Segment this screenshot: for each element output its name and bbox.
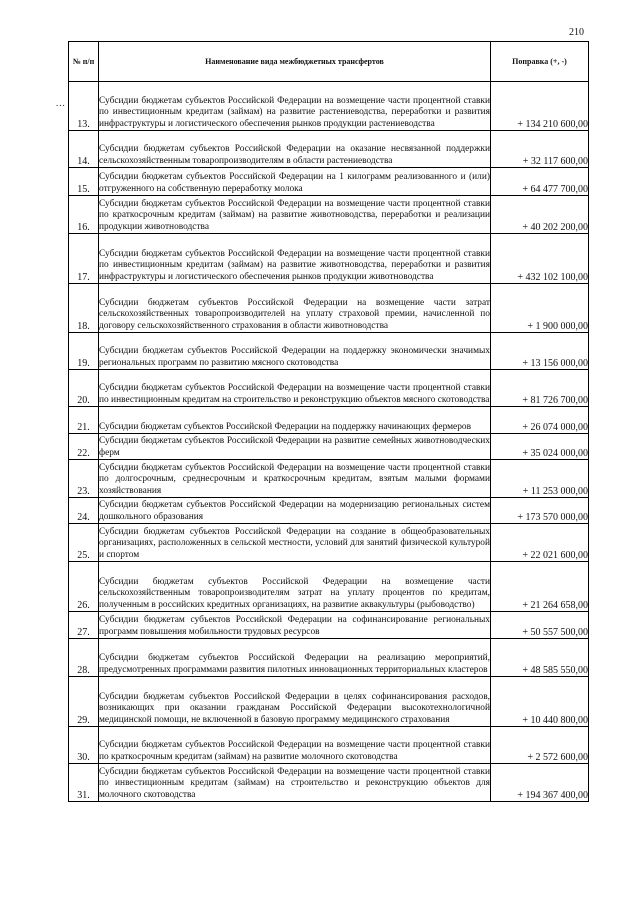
row-number: 14. bbox=[69, 131, 99, 168]
amendment-amount: + 35 024 000,00 bbox=[491, 434, 589, 460]
table-row bbox=[69, 434, 589, 460]
table-row bbox=[69, 764, 589, 802]
row-number: 24. bbox=[69, 498, 99, 524]
transfer-name: Субсидии бюджетам субъектов Российской Федерации на возмещение части процентной ставки по инвестиционным кредитам (займам) на строительство и реконструкцию объектов для молочного скотоводства bbox=[99, 764, 491, 802]
amendment-amount: + 13 156 000,00 bbox=[491, 333, 589, 370]
amendment-amount: + 64 477 700,00 bbox=[491, 168, 589, 196]
table-row bbox=[69, 562, 589, 612]
table-row bbox=[69, 131, 589, 168]
transfer-name: Субсидии бюджетам субъектов Российской Федерации на 1 килограмм реализованного и (или) отгруженного на собственную переработку молока bbox=[99, 168, 491, 196]
table-row bbox=[69, 498, 589, 524]
transfer-name: Субсидии бюджетам субъектов Российской Федерации в целях софинансирования расходов, возникающих при оказании гражданам Российской Федерации высокотехнологичной медицинской помощи, не включенной в базовую программу медицинского страхования bbox=[99, 677, 491, 727]
table-header-row bbox=[69, 42, 589, 82]
amendment-amount: + 48 585 550,00 bbox=[491, 639, 589, 677]
table-row bbox=[69, 460, 589, 498]
table-row bbox=[69, 727, 589, 764]
table-row bbox=[69, 370, 589, 407]
table-row bbox=[69, 234, 589, 284]
row-number: 18. bbox=[69, 284, 99, 333]
amendment-amount: + 134 210 600,00 bbox=[491, 82, 589, 131]
row-number: 19. bbox=[69, 333, 99, 370]
amendment-amount: + 2 572 600,00 bbox=[491, 727, 589, 764]
amendment-amount: + 10 440 800,00 bbox=[491, 677, 589, 727]
table-row bbox=[69, 196, 589, 234]
row-number: 31. bbox=[69, 764, 99, 802]
row-number: 26. bbox=[69, 562, 99, 612]
row-number: 25. bbox=[69, 524, 99, 562]
transfer-name: Субсидии бюджетам субъектов Российской Федерации на поддержку начинающих фермеров bbox=[99, 407, 491, 434]
table-row bbox=[69, 677, 589, 727]
transfer-name: Субсидии бюджетам субъектов Российской Федерации на возмещение части затрат сельскохозяйственных товаропроизводителей на уплату страховой премии, начисленной по договору сельскохозяйственного страхования в области животноводства bbox=[99, 284, 491, 333]
amendment-amount: + 40 202 200,00 bbox=[491, 196, 589, 234]
amendment-amount: + 173 570 000,00 bbox=[491, 498, 589, 524]
table-row bbox=[69, 82, 589, 131]
row-number: 21. bbox=[69, 407, 99, 434]
header-num: № п/п bbox=[69, 42, 99, 82]
header-name: Наименование вида межбюджетных трансфертов bbox=[99, 42, 491, 82]
transfer-name: Субсидии бюджетам субъектов Российской Федерации на возмещение части процентной ставки по инвестиционным кредитам (займам) на развитие растениеводства, переработки и развития инфраструктуры и логистического обеспечения рынков продукции растениеводства bbox=[99, 82, 491, 131]
table-row bbox=[69, 333, 589, 370]
transfer-name: Субсидии бюджетам субъектов Российской Федерации на модернизацию региональных систем дошкольного образования bbox=[99, 498, 491, 524]
row-number: 15. bbox=[69, 168, 99, 196]
transfer-name: Субсидии бюджетам субъектов Российской Федерации на оказание несвязанной поддержки сельскохозяйственным товаропроизводителям в области растениеводства bbox=[99, 131, 491, 168]
table-row bbox=[69, 612, 589, 639]
row-number: 20. bbox=[69, 370, 99, 407]
page-number: 210 bbox=[569, 27, 584, 38]
transfers-table bbox=[68, 41, 589, 802]
transfer-name: Субсидии бюджетам субъектов Российской Федерации на реализацию мероприятий, предусмотренных программами развития пилотных инновационных территориальных кластеров bbox=[99, 639, 491, 677]
row-number: 23. bbox=[69, 460, 99, 498]
transfer-name: Субсидии бюджетам субъектов Российской Федерации на возмещение части сельскохозяйственным товаропроизводителям затрат на уплату процентов по кредитам, полученным в российских кредитных организациях, на развитие аквакультуры (рыбоводство) bbox=[99, 562, 491, 612]
row-number: 16. bbox=[69, 196, 99, 234]
table-row bbox=[69, 407, 589, 434]
amendment-amount: + 432 102 100,00 bbox=[491, 234, 589, 284]
table-row bbox=[69, 168, 589, 196]
scan-mark: ... bbox=[56, 98, 66, 108]
row-number: 27. bbox=[69, 612, 99, 639]
row-number: 30. bbox=[69, 727, 99, 764]
amendment-amount: + 11 253 000,00 bbox=[491, 460, 589, 498]
amendment-amount: + 81 726 700,00 bbox=[491, 370, 589, 407]
row-number: 13. bbox=[69, 82, 99, 131]
transfer-name: Субсидии бюджетам субъектов Российской Федерации на создание в общеобразовательных организациях, расположенных в сельской местности, условий для занятий физической культурой и спортом bbox=[99, 524, 491, 562]
table-row bbox=[69, 284, 589, 333]
amendment-amount: + 21 264 658,00 bbox=[491, 562, 589, 612]
amendment-amount: + 26 074 000,00 bbox=[491, 407, 589, 434]
table-row bbox=[69, 639, 589, 677]
transfer-name: Субсидии бюджетам субъектов Российской Федерации на поддержку экономически значимых региональных программ по развитию мясного скотоводства bbox=[99, 333, 491, 370]
row-number: 29. bbox=[69, 677, 99, 727]
transfer-name: Субсидии бюджетам субъектов Российской Федерации на возмещение части процентной ставки по долгосрочным, среднесрочным и краткосрочным кредитам, взятым малыми формами хозяйствования bbox=[99, 460, 491, 498]
row-number: 28. bbox=[69, 639, 99, 677]
transfer-name: Субсидии бюджетам субъектов Российской Федерации на возмещение части процентной ставки по инвестиционным кредитам (займам) на развитие животноводства, переработки и развития инфраструктуры и логистического обеспечения рынков продукции животноводства bbox=[99, 234, 491, 284]
transfer-name: Субсидии бюджетам субъектов Российской Федерации на возмещение части процентной ставки по инвестиционным кредитам на строительство и реконструкцию объектов мясного скотоводства bbox=[99, 370, 491, 407]
table-row bbox=[69, 524, 589, 562]
row-number: 22. bbox=[69, 434, 99, 460]
amendment-amount: + 22 021 600,00 bbox=[491, 524, 589, 562]
row-number: 17. bbox=[69, 234, 99, 284]
transfer-name: Субсидии бюджетам субъектов Российской Федерации на софинансирование региональных программ повышения мобильности трудовых ресурсов bbox=[99, 612, 491, 639]
transfer-name: Субсидии бюджетам субъектов Российской Федерации на возмещение части процентной ставки по краткосрочным кредитам (займам) на развитие молочного скотоводства bbox=[99, 727, 491, 764]
transfer-name: Субсидии бюджетам субъектов Российской Федерации на возмещение части процентной ставки по краткосрочным кредитам (займам) на развитие животноводства, переработки и реализации продукции животноводства bbox=[99, 196, 491, 234]
amendment-amount: + 32 117 600,00 bbox=[491, 131, 589, 168]
transfer-name: Субсидии бюджетам субъектов Российской Федерации на развитие семейных животноводческих ферм bbox=[99, 434, 491, 460]
amendment-amount: + 194 367 400,00 bbox=[491, 764, 589, 802]
header-amount: Поправка (+, -) bbox=[491, 42, 589, 82]
amendment-amount: + 50 557 500,00 bbox=[491, 612, 589, 639]
amendment-amount: + 1 900 000,00 bbox=[491, 284, 589, 333]
